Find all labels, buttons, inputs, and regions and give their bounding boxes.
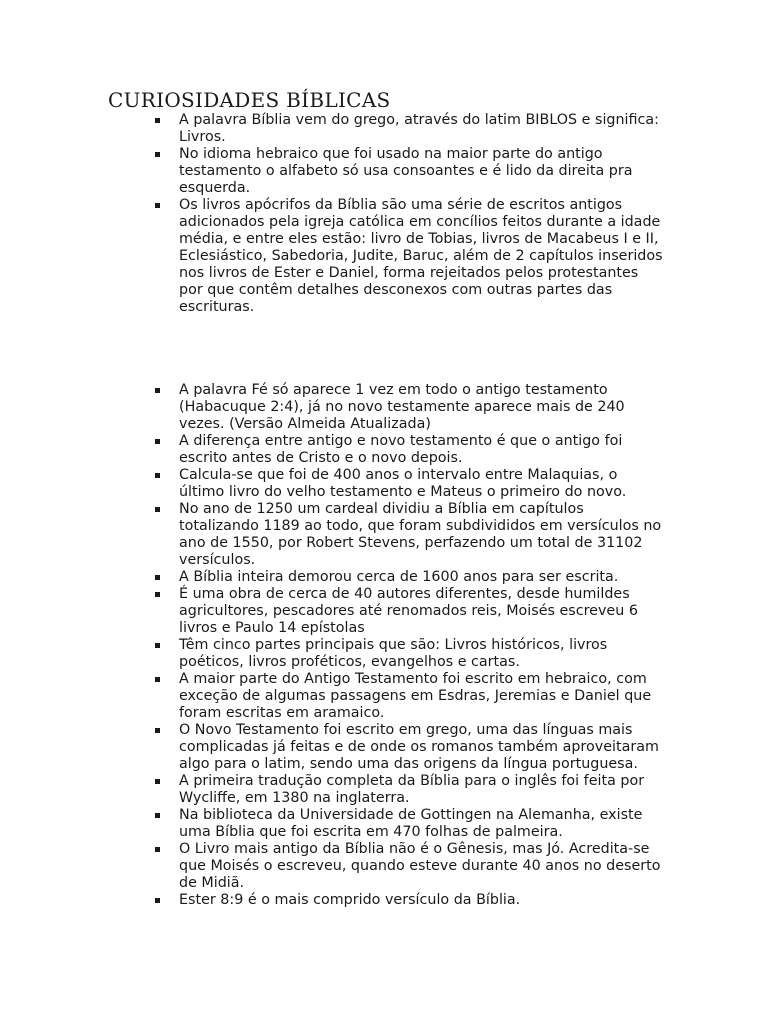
bullet-list-second bbox=[179, 382, 663, 909]
list-item: É uma obra de cerca de 40 autores diferentes, desde humildes agricultores, pescadores até renomados reis, Moisés escreveu 6 livros e Paulo 14 epístolas bbox=[179, 586, 663, 637]
list-item: No ano de 1250 um cardeal dividiu a Bíblia em capítulos totalizando 1189 ao todo, que foram subdivididos em versículos no ano de 1550, por Robert Stevens, perfazendo um total de 31102 versículos. bbox=[179, 501, 662, 568]
list-item: A maior parte do Antigo Testamento foi escrito em hebraico, com exceção de algumas passagens em Esdras, Jeremias e Daniel que foram escritas em aramaico. bbox=[179, 671, 663, 722]
list-item: A palavra Fé só aparece 1 vez em todo o antigo testamento (Habacuque 2:4), já no novo testamente aparece mais de 240 vezes. (Versão Almeida Atualizada) bbox=[179, 382, 663, 433]
list-item: A palavra Bíblia vem do grego, através do latim BIBLOS e significa: Livros. bbox=[179, 112, 663, 146]
list-item: A diferença entre antigo e novo testamento é que o antigo foi escrito antes de Cristo e o novo depois. bbox=[179, 433, 663, 467]
document-title: CURIOSIDADES BÍBLICAS bbox=[108, 88, 391, 112]
list-item: Ester 8:9 é o mais comprido versículo da Bíblia. bbox=[179, 892, 663, 909]
list-item: Os livros apócrifos da Bíblia são uma série de escritos antigos adicionados pela igreja católica em concílios feitos durante a idade média, e entre eles estão: livro de Tobias, livros de Macabeus I e II, Eclesiástico, Sabedoria, Judite, Baruc, além de 2 capítulos inseridos nos livros de Ester e Daniel, forma rejeitados pelos protestantes por que contêm detalhes desconexos com outras partes das escrituras. bbox=[179, 197, 663, 315]
list-item: Calcula-se que foi de 400 anos o intervalo entre Malaquias, o último livro do velho testamento e Mateus o primeiro do novo. bbox=[179, 467, 663, 501]
list-item: O Novo Testamento foi escrito em grego, uma das línguas mais complicadas já feitas e de onde os romanos também aproveitaram algo para o latim, sendo uma das origens da língua portuguesa. bbox=[179, 722, 663, 773]
list-item: Têm cinco partes principais que são: Livros históricos, livros poéticos, livros proféticos, evangelhos e cartas. bbox=[179, 637, 663, 671]
list-item: O Livro mais antigo da Bíblia não é o Gênesis, mas Jó. Acredita-se que Moisés o escreveu, quando esteve durante 40 anos no deserto de Midiã. bbox=[179, 841, 663, 892]
list-item: No idioma hebraico que foi usado na maior parte do antigo testamento o alfabeto só usa consoantes e é lido da direita pra esquerda. bbox=[179, 146, 663, 197]
list-item: Na biblioteca da Universidade de Gottingen na Alemanha, existe uma Bíblia que foi escrita em 470 folhas de palmeira. bbox=[179, 807, 663, 841]
list-item: A Bíblia inteira demorou cerca de 1600 anos para ser escrita. bbox=[179, 569, 663, 586]
bullet-list-first bbox=[179, 112, 663, 316]
list-item: A primeira tradução completa da Bíblia para o inglês foi feita por Wycliffe, em 1380 na inglaterra. bbox=[179, 773, 663, 807]
